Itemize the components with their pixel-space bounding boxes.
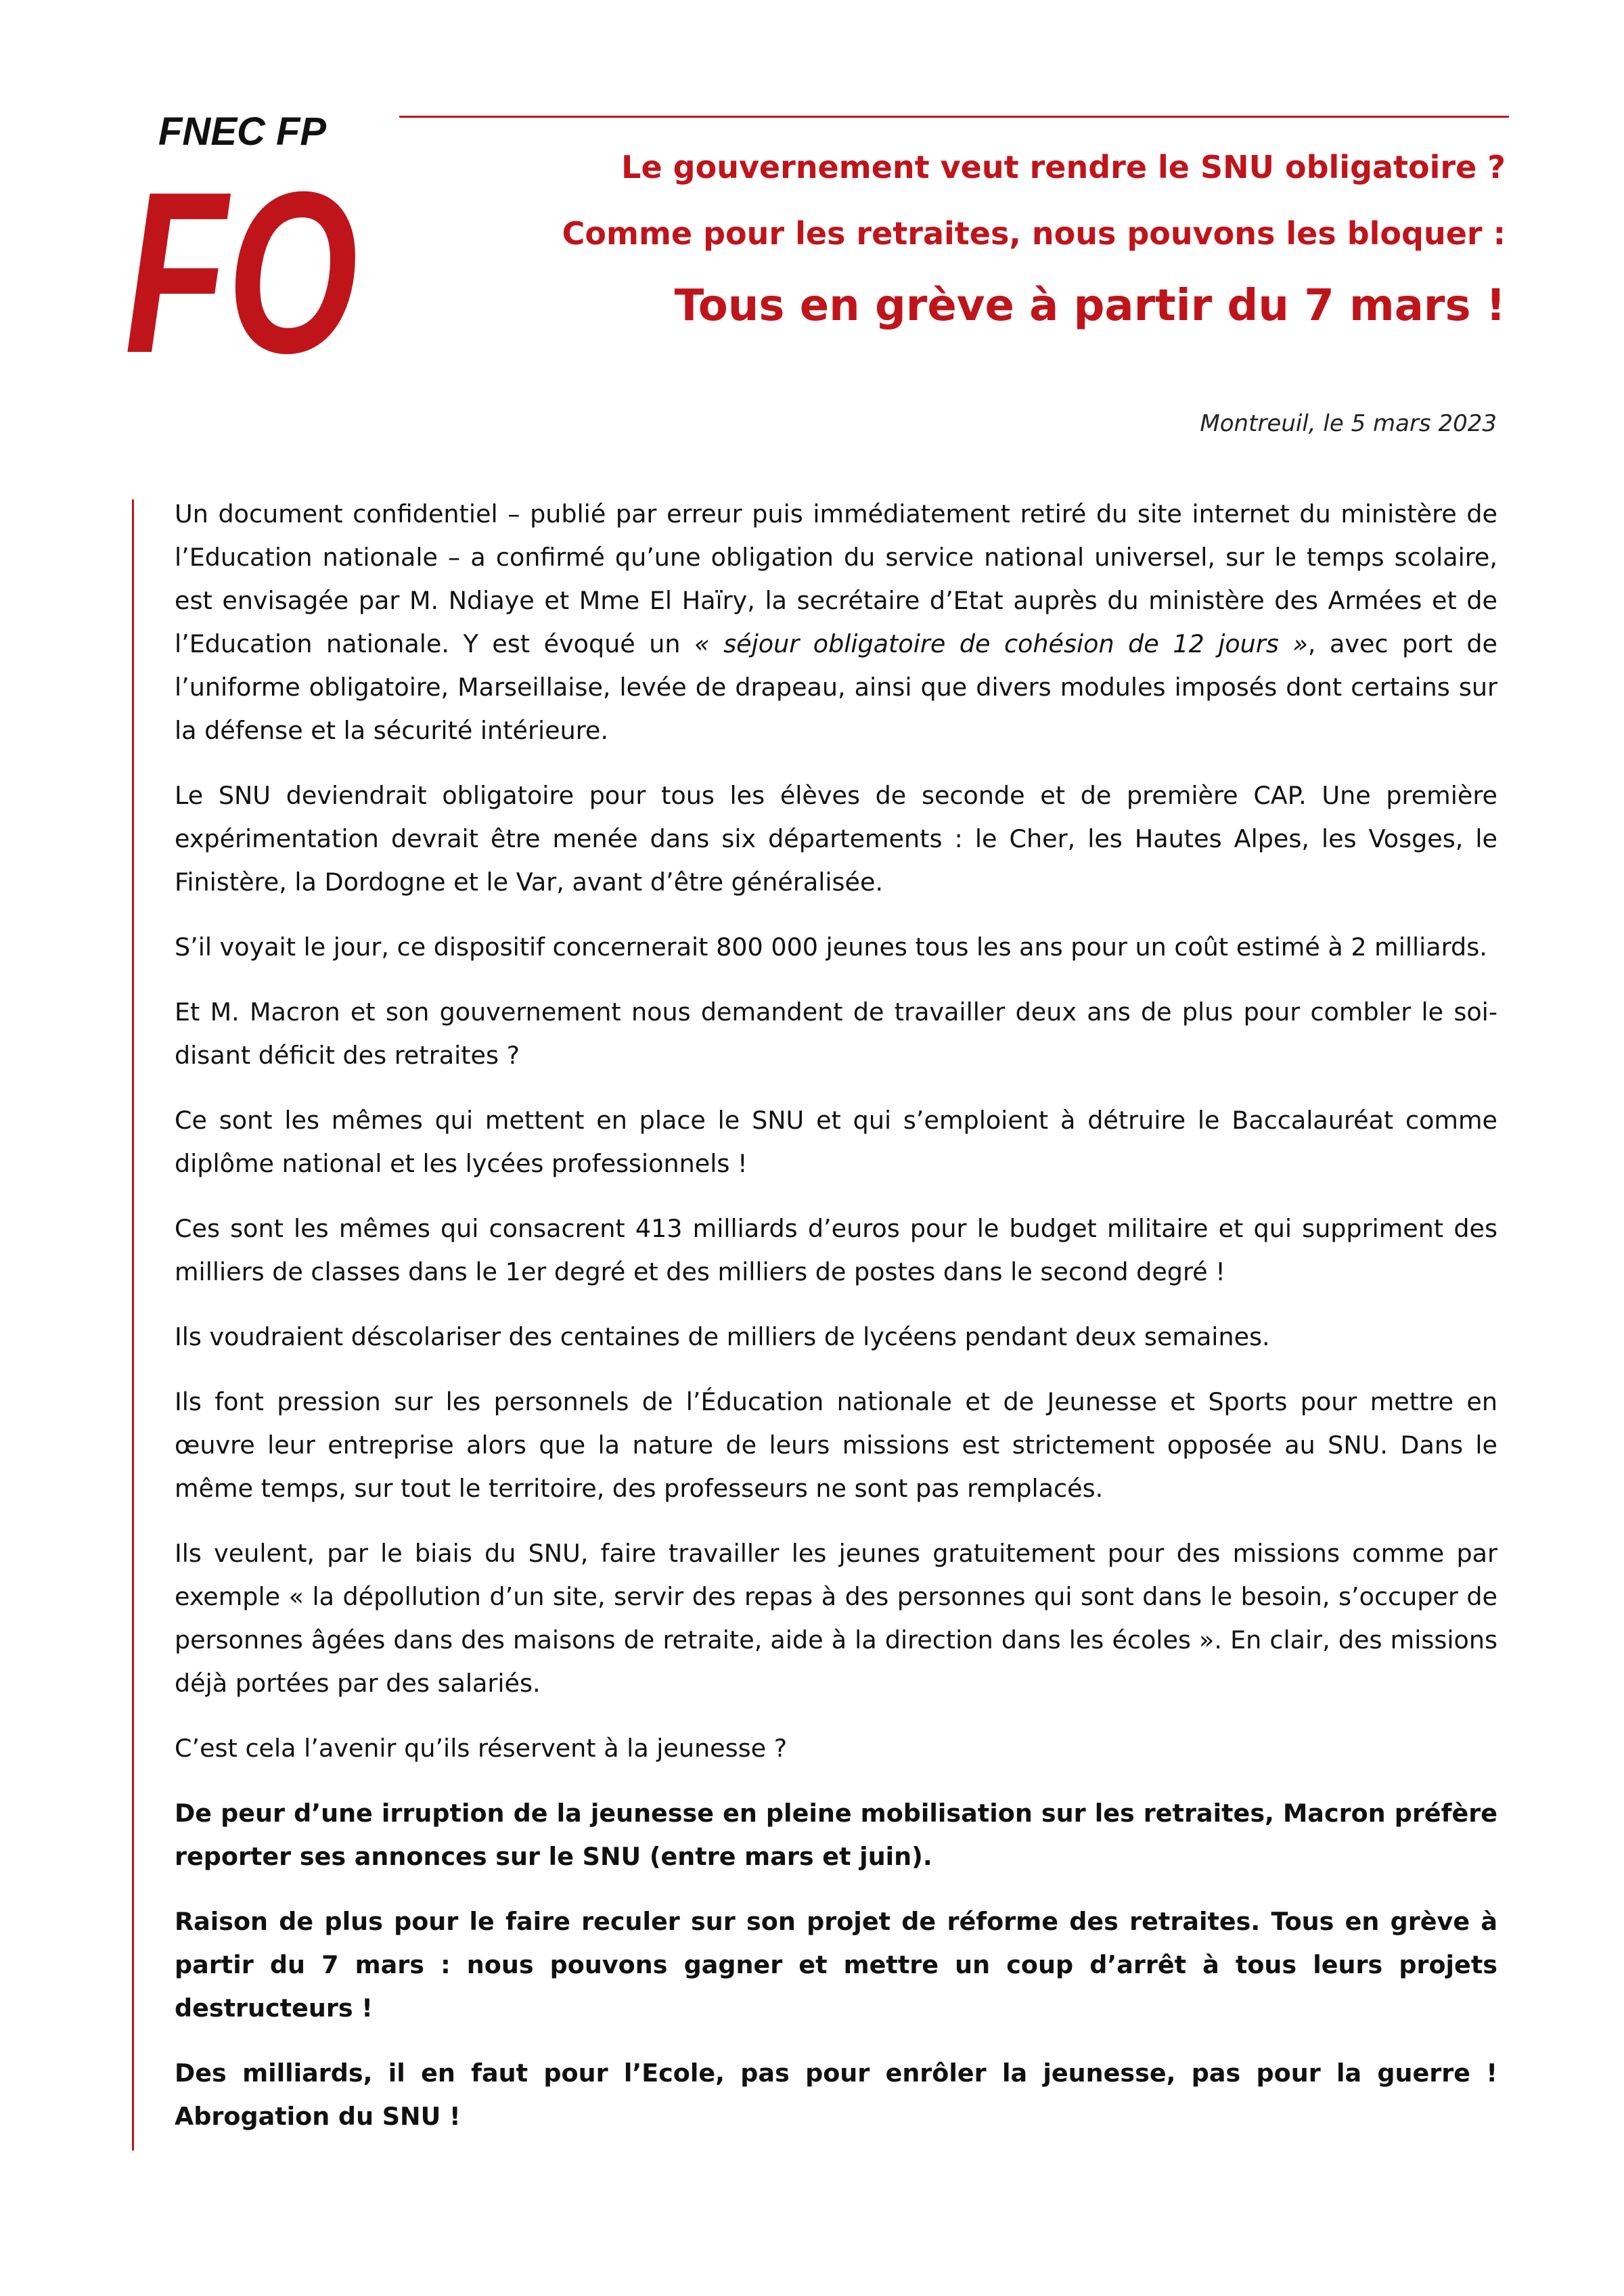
headline-line-2: Comme pour les retraites, nous pouvons les bloquer : bbox=[562, 215, 1506, 252]
fnec-fp-fo-logo bbox=[125, 110, 369, 401]
headline-line-1: Le gouvernement veut rendre le SNU obligatoire ? bbox=[621, 149, 1506, 185]
paragraph-7: Ils voudraient déscolariser des centaines de milliers de lycéens pendant deux semaines. bbox=[175, 1322, 1270, 1351]
paragraph-5: Ce sont les mêmes qui mettent en place le SNU et qui s’emploient à détruire le Baccalauréat comme diplôme national et les lycées professionnels ! bbox=[175, 1106, 1497, 1178]
left-margin-rule bbox=[132, 499, 134, 2151]
paragraph-2: Le SNU deviendrait obligatoire pour tous les élèves de seconde et de première CAP. Une première expérimentation devrait être menée dans six départements : le Cher, les Hautes Alpes, les Vosges, le Finistère, la Dordogne et le Var, avant d’être généralisée. bbox=[175, 781, 1497, 897]
paragraph-3: S’il voyait le jour, ce dispositif concernerait 800 000 jeunes tous les ans pour un coût estimé à 2 milliards. bbox=[175, 932, 1487, 962]
paragraph-4: Et M. Macron et son gouvernement nous demandent de travailler deux ans de plus pour combler le soi-disant déficit des retraites ? bbox=[175, 997, 1497, 1070]
body-text bbox=[175, 493, 1497, 2160]
header-rule bbox=[399, 116, 1509, 118]
paragraph-1-quote: « séjour obligatoire de cohésion de 12 jours » bbox=[694, 629, 1308, 658]
paragraph-9: Ils veulent, par le biais du SNU, faire travailler les jeunes gratuitement pour des missions comme par exemple « la dépollution d’un site, servir des repas à des personnes qui sont dans le besoin, s’occuper de personnes âgées dans des maisons de retraite, aide à la direction dans les écoles ». En clair, des missions déjà portées par des salariés. bbox=[175, 1539, 1497, 1698]
paragraph-13: Des milliards, il en faut pour l’Ecole, pas pour enrôler la jeunesse, pas pour la guerre ! Abrogation du SNU ! bbox=[175, 2058, 1497, 2131]
paragraph-1 bbox=[175, 493, 1497, 752]
headline-line-3: Tous en grève à partir du 7 mars ! bbox=[674, 281, 1506, 331]
paragraph-1-end: , avec port de l’uniforme obligatoire, Marseillaise, levée de drapeau, ainsi que divers modules imposés dont certains sur la défense et la sécurité intérieure. bbox=[175, 629, 1497, 745]
paragraph-6: Ces sont les mêmes qui consacrent 413 milliards d’euros pour le budget militaire et qui suppriment des milliers de classes dans le 1er degré et des milliers de postes dans le second degré ! bbox=[175, 1214, 1497, 1286]
paragraph-8: Ils font pression sur les personnels de l’Éducation nationale et de Jeunesse et Sports pour mettre en œuvre leur entreprise alors que la nature de leurs missions est strictement opposée au SNU. Dans le même temps, sur tout le territoire, des professeurs ne sont pas remplacés. bbox=[175, 1387, 1497, 1503]
fo-logo-graphic bbox=[125, 110, 369, 401]
paragraph-11: De peur d’une irruption de la jeunesse en pleine mobilisation sur les retraites, Macron préfère reporter ses annonces sur le SNU (entre mars et juin). bbox=[175, 1799, 1497, 1871]
paragraph-10: C’est cela l’avenir qu’ils réservent à la jeunesse ? bbox=[175, 1734, 788, 1763]
paragraph-12: Raison de plus pour le faire reculer sur son projet de réforme des retraites. Tous en grève à partir du 7 mars : nous pouvons gagner et mettre un coup d’arrêt à tous leurs projets destructeurs ! bbox=[175, 1907, 1497, 2023]
logo-top-text: FNEC FP bbox=[158, 110, 327, 154]
paragraph-1-start: Un document confidentiel – publié par erreur puis immédiatement retiré du site internet du ministère de l’Education nationale – a confirmé qu’une obligation du service national universel, sur le temps scolaire, est envisagée par M. Ndiaye et Mme El Haïry, la secrétaire d’Etat auprès du ministère des Armées et de l’Education nationale. Y est évoqué un bbox=[175, 499, 1497, 658]
logo-big-text: FO bbox=[125, 144, 358, 401]
date-line: Montreuil, le 5 mars 2023 bbox=[1200, 410, 1497, 437]
